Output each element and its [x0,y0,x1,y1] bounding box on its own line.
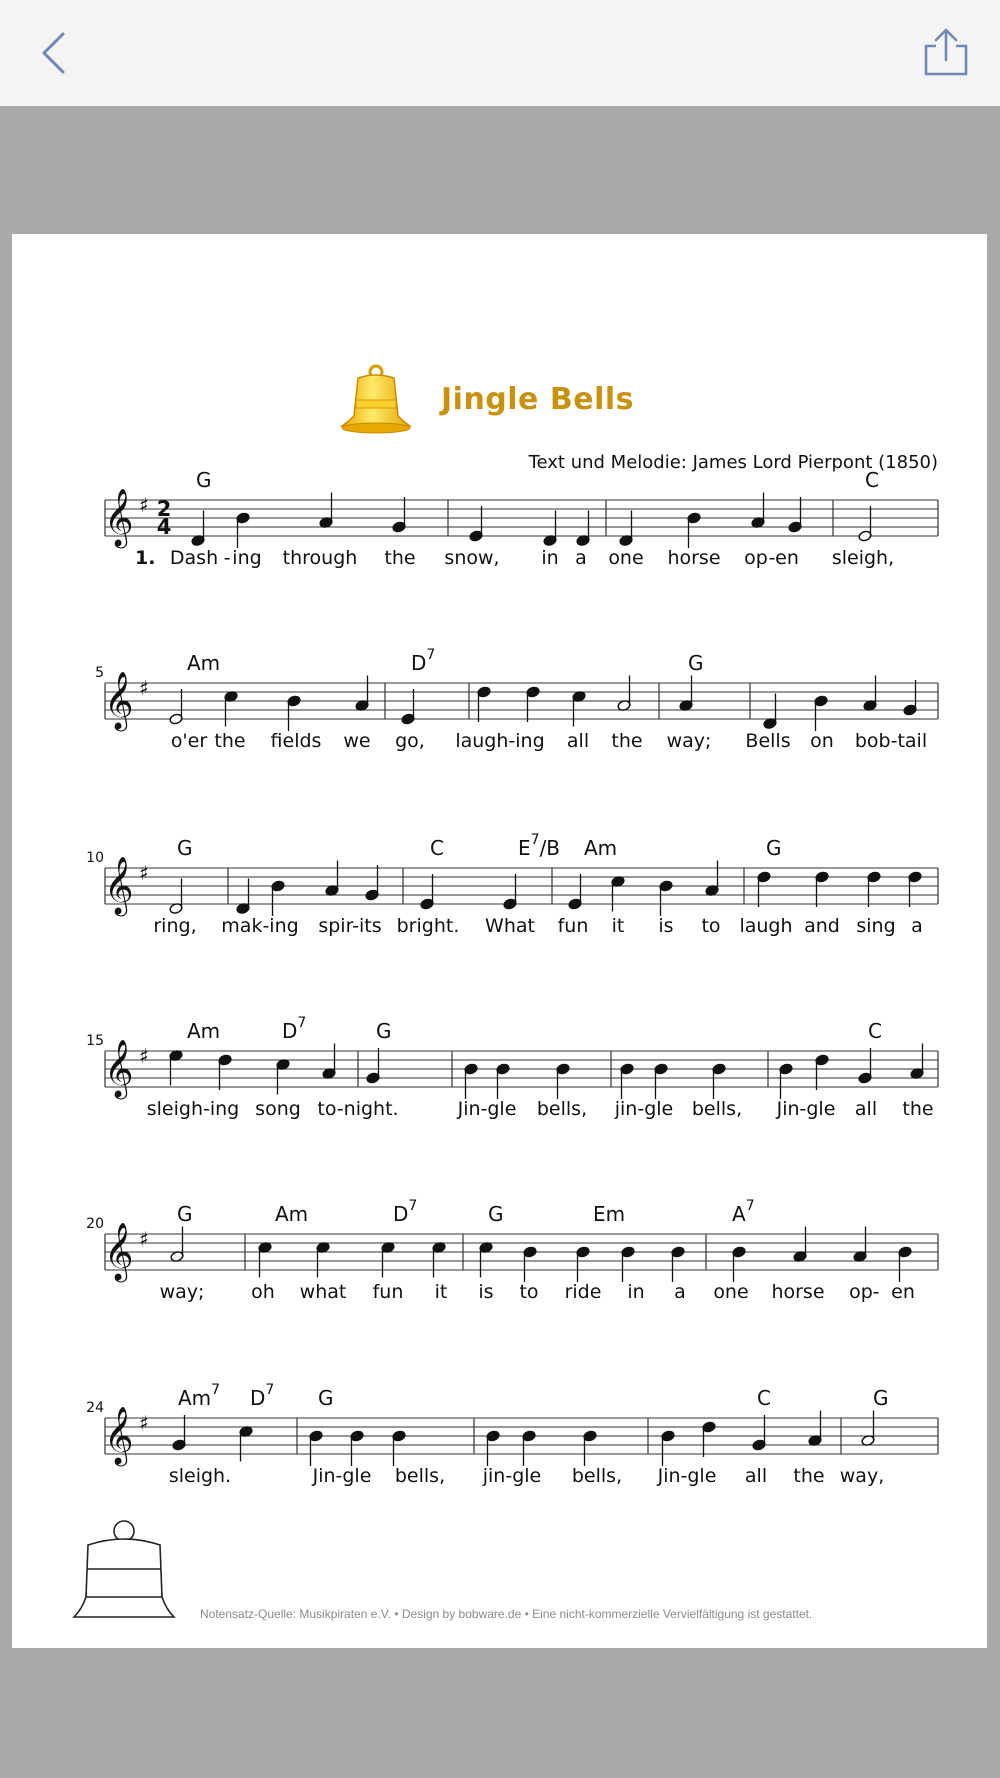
chord-symbol: C [430,836,444,860]
song-title: Jingle Bells [441,382,634,417]
lyric-syllable: en [891,1281,915,1303]
lyric-syllable: ride [564,1281,602,1303]
measure-number: 10 [86,850,104,866]
chord-symbol: C [868,1019,882,1043]
lyric-syllable: Jin-gle [657,1465,717,1487]
measure-number: 5 [95,665,104,681]
lyric-syllable: bells, [536,1098,588,1120]
lyric-syllable: in [541,547,559,569]
lyric-syllable: laugh [739,915,793,937]
lyric-syllable: fields [270,730,322,752]
lyric-syllable: a [575,547,587,569]
lyric-syllable: jin-gle [482,1465,542,1487]
key-signature-sharp: ♯ [139,493,149,517]
lyric-syllable: - [768,547,776,569]
lyric-syllable: en [775,547,799,569]
lyric-syllable: one [713,1281,749,1303]
lyric-syllable: sing [856,915,896,937]
key-signature-sharp: ♯ [139,1227,149,1251]
lyric-syllable: is [478,1281,494,1303]
key-signature-sharp: ♯ [139,676,149,700]
chord-symbol: Am [187,1019,221,1043]
lyric-syllable: go, [395,730,425,752]
lyric-syllable: sleigh. [168,1465,232,1487]
lyric-syllable: song [255,1098,301,1120]
lyric-syllable: ring, [153,915,197,937]
chord-symbol: G [196,468,212,492]
chord-symbol: G [177,836,193,860]
lyric-syllable: Jin-gle [457,1098,517,1120]
time-signature-bottom: 4 [156,515,172,539]
treble-clef-icon: 𝄞 [104,1039,134,1097]
lyric-syllable: horse [771,1281,825,1303]
lyric-syllable: sleigh, [831,547,895,569]
song-credit: Text und Melodie: James Lord Pierpont (1850) [528,452,938,473]
lyric-syllable: Bells [745,730,791,752]
lyric-syllable: Jin-gle [312,1465,372,1487]
lyric-syllable: horse [667,547,721,569]
chord-symbol: $A^7$ [732,1198,755,1226]
footer-note: Notensatz-Quelle: Musikpiraten e.V. • Design by bobware.de • Eine nicht-kommerzielle Vervielfältigung ist gestattet. [200,1607,813,1621]
lyric-syllable: bright. [396,915,460,937]
treble-clef-icon: 𝄞 [104,488,134,546]
chord-symbol: G [488,1202,504,1226]
lyric-syllable: to [701,915,721,937]
lyric-syllable: bells, [571,1465,623,1487]
lyric-syllable: - [872,1281,880,1303]
measure-number: 20 [86,1216,104,1232]
lyric-syllable: ing [232,547,262,569]
lyric-syllable: bob-tail [854,730,928,752]
chord-symbol: G [318,1386,334,1410]
chord-symbol: $D^7$ [393,1198,418,1226]
lyric-syllable: the [902,1098,934,1120]
lyric-syllable: to-night. [317,1098,399,1120]
key-signature-sharp: ♯ [139,1044,149,1068]
lyric-syllable: way; [159,1281,205,1303]
measure-number: 15 [86,1033,104,1049]
lyric-syllable: on [810,730,834,752]
chord-symbol: G [177,1202,193,1226]
chord-symbol: G [766,836,782,860]
chord-symbol: $E^7/B$ [518,832,561,860]
time-signature-top: 2 [156,497,172,521]
lyric-syllable: fun [557,915,589,937]
chord-symbol: Em [593,1202,626,1226]
lyric-syllable: we [343,730,371,752]
lyric-syllable: laugh-ing [455,730,545,752]
lyric-syllable: spir-its [318,915,382,937]
lyric-syllable: the [214,730,246,752]
lyric-syllable: fun [372,1281,404,1303]
lyric-syllable: a [674,1281,686,1303]
verse-number: 1. [135,547,156,569]
lyric-syllable: bells, [691,1098,743,1120]
lyric-syllable: the [793,1465,825,1487]
lyric-syllable: bells, [394,1465,446,1487]
lyric-syllable: the [384,547,416,569]
lyric-syllable: all [854,1098,878,1120]
lyric-syllable: jin-gle [614,1098,674,1120]
lyric-syllable: way, [839,1465,885,1487]
lyric-syllable: mak-ing [221,915,299,937]
chord-symbol: Am [275,1202,309,1226]
lyric-syllable: it [434,1281,448,1303]
treble-clef-icon: 𝄞 [104,671,134,729]
lyric-syllable: o'er [170,730,208,752]
lyric-syllable: all [566,730,590,752]
chord-symbol: $D^7$ [411,647,436,675]
lyric-syllable: op [849,1281,873,1303]
lyric-syllable: Jin-gle [776,1098,836,1120]
chord-symbol: G [376,1019,392,1043]
lyric-syllable: what [299,1281,347,1303]
chord-symbol: Am$^7$ [178,1382,221,1410]
lyric-syllable: sleigh-ing [146,1098,240,1120]
lyric-syllable: a [911,915,923,937]
lyric-syllable: all [744,1465,768,1487]
chord-symbol: C [865,468,879,492]
lyric-syllable: to [519,1281,539,1303]
treble-clef-icon: 𝄞 [104,1222,134,1280]
chord-symbol: $D^7$ [250,1382,275,1410]
chord-symbol: G [688,651,704,675]
lyric-syllable: one [608,547,644,569]
lyric-syllable: Dash [169,547,219,569]
chord-symbol: Am [187,651,221,675]
chord-symbol: $D^7$ [282,1015,307,1043]
lyric-syllable: through [282,547,358,569]
chord-symbol: Am [584,836,618,860]
chord-symbol: C [757,1386,771,1410]
key-signature-sharp: ♯ [139,861,149,885]
chord-symbol: G [873,1386,889,1410]
measure-number: 24 [86,1400,104,1416]
lyric-syllable: the [611,730,643,752]
treble-clef-icon: 𝄞 [104,856,134,914]
key-signature-sharp: ♯ [139,1411,149,1435]
lyric-syllable: What [485,915,535,937]
lyric-syllable: is [658,915,674,937]
treble-clef-icon: 𝄞 [104,1406,134,1464]
lyric-syllable: way; [666,730,712,752]
lyric-syllable: oh [251,1281,275,1303]
lyric-syllable: - [223,547,231,569]
lyric-syllable: in [627,1281,645,1303]
lyric-syllable: op [744,547,768,569]
lyric-syllable: it [611,915,625,937]
outline-bell-icon [70,1517,178,1625]
lyric-syllable: snow, [444,547,500,569]
lyric-syllable: and [804,915,840,937]
